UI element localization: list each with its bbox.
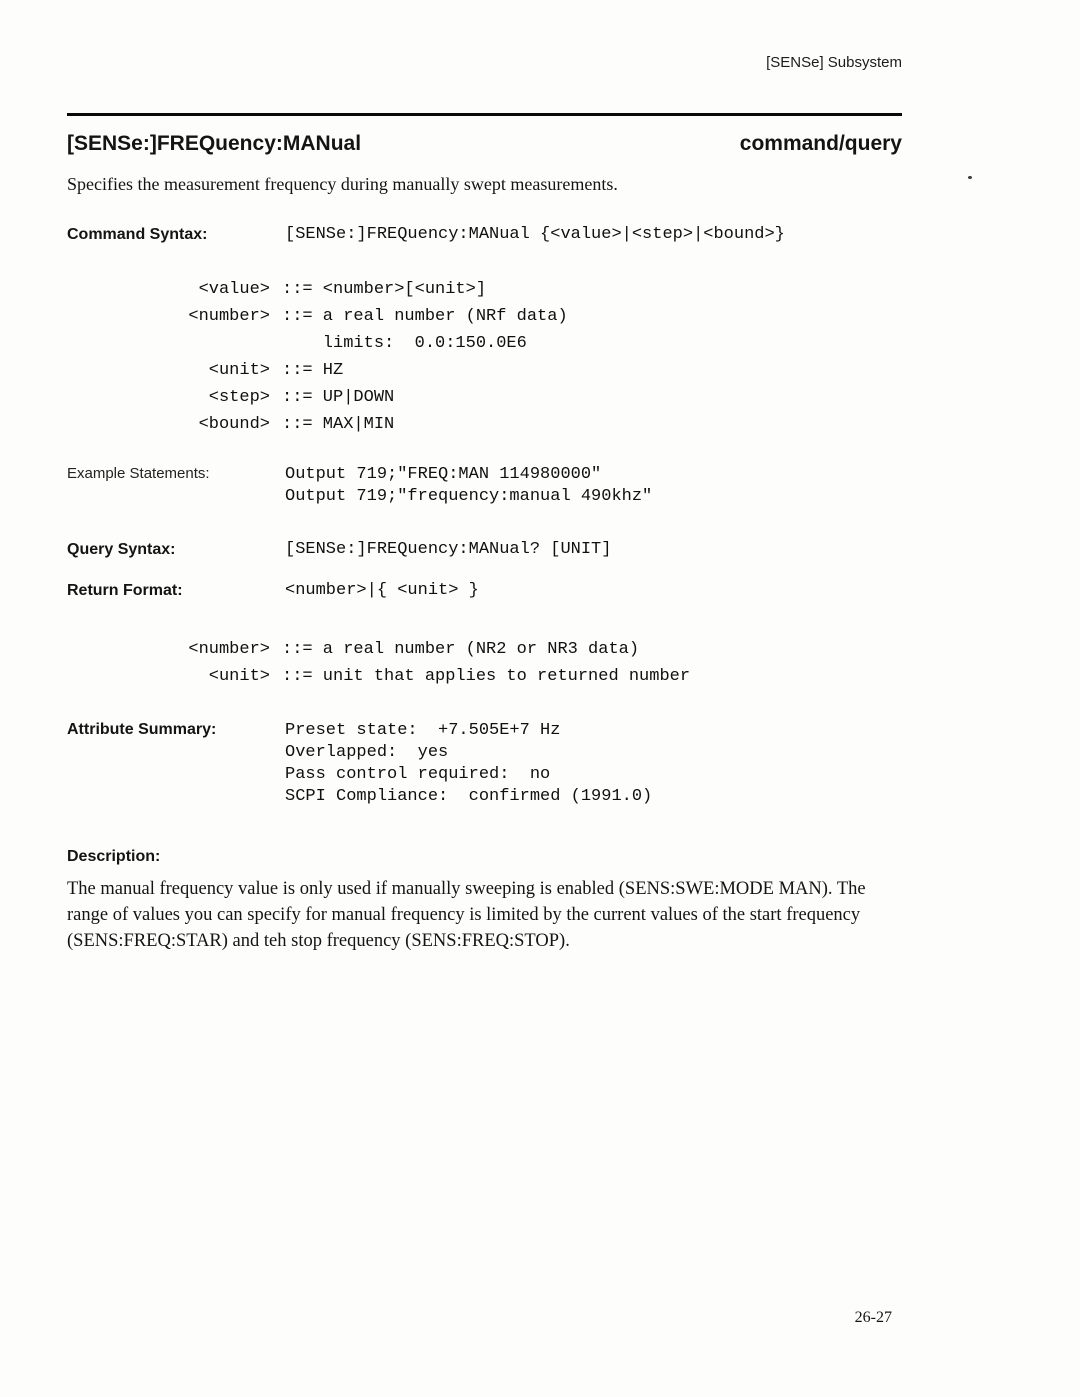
syntax-definitions <box>67 276 902 438</box>
query-syntax-label: Query Syntax: <box>67 541 176 558</box>
example-line: Output 719;"FREQ:MAN 114980000" <box>285 465 602 484</box>
attribute-line: Preset state: +7.505E+7 Hz <box>285 721 561 740</box>
query-syntax-code: [SENSe:]FREQuency:MANual? [UNIT] <box>285 540 612 559</box>
scan-artifact-dot <box>968 176 972 179</box>
definition-term: <step> <box>208 388 270 407</box>
definition-row <box>67 303 902 330</box>
attribute-summary-code <box>285 720 652 808</box>
example-statements-section <box>67 464 902 508</box>
attribute-line: Pass control required: no <box>285 765 551 784</box>
query-syntax-section <box>67 540 902 559</box>
definition-body: ::= HZ <box>282 361 344 380</box>
definition-row <box>67 663 902 690</box>
definition-term: <number> <box>188 640 270 659</box>
description-text: The manual frequency value is only used if manually sweeping is enabled (SENS:SWE:MODE MAN). The range of values you can specify for manual frequency is limited by the current values of the start frequency (SENS:FREQ:STAR) and teh stop frequency (SENS:FREQ:STOP). <box>67 879 866 951</box>
example-statements-label: Example Statements: <box>67 465 210 482</box>
command-syntax-code: [SENSe:]FREQuency:MANual {<value>|<step>|<bound>} <box>285 225 785 244</box>
return-format-code: <number>|{ <unit> } <box>285 581 479 600</box>
definition-row <box>67 636 902 663</box>
title-row <box>67 132 902 156</box>
definition-body: ::= a real number (NR2 or NR3 data) <box>282 640 640 659</box>
attribute-line: SCPI Compliance: confirmed (1991.0) <box>285 787 653 806</box>
command-syntax-label: Command Syntax: <box>67 226 208 243</box>
command-mode-label: command/query <box>739 132 902 155</box>
page-number: 26-27 <box>854 1309 892 1326</box>
return-format-label: Return Format: <box>67 582 183 599</box>
intro-text: Specifies the measurement frequency during manually swept measurements. <box>67 174 618 194</box>
example-line: Output 719;"frequency:manual 490khz" <box>285 487 653 506</box>
definition-body: ::= <number>[<unit>] <box>282 280 487 299</box>
definition-row <box>67 384 902 411</box>
definition-row <box>67 276 902 303</box>
definition-body: limits: 0.0:150.0E6 <box>282 334 527 353</box>
definition-row <box>67 411 902 438</box>
command-title: [SENSe:]FREQuency:MANual <box>67 132 362 155</box>
description-label: Description: <box>67 848 161 865</box>
definition-term: <value> <box>198 280 270 299</box>
definition-body: ::= unit that applies to returned number <box>282 667 691 686</box>
definition-row <box>67 330 902 357</box>
definition-term: <unit> <box>208 667 270 686</box>
definition-row <box>67 357 902 384</box>
attribute-line: Overlapped: yes <box>285 743 449 762</box>
subsystem-header-label: [SENSe] Subsystem <box>766 54 902 71</box>
attribute-summary-section <box>67 720 902 808</box>
return-definitions <box>67 636 902 690</box>
definition-body: ::= UP|DOWN <box>282 388 395 407</box>
return-format-section <box>67 581 902 600</box>
attribute-summary-label: Attribute Summary: <box>67 721 217 738</box>
example-statements-code <box>285 464 652 508</box>
definition-body: ::= MAX|MIN <box>282 415 395 434</box>
definition-term: <number> <box>188 307 270 326</box>
definition-term: <bound> <box>198 415 270 434</box>
definition-term <box>67 330 270 357</box>
header-rule <box>67 113 902 116</box>
definition-body: ::= a real number (NRf data) <box>282 307 568 326</box>
definition-term: <unit> <box>208 361 270 380</box>
command-syntax-section <box>67 225 902 244</box>
page-header <box>67 54 902 71</box>
